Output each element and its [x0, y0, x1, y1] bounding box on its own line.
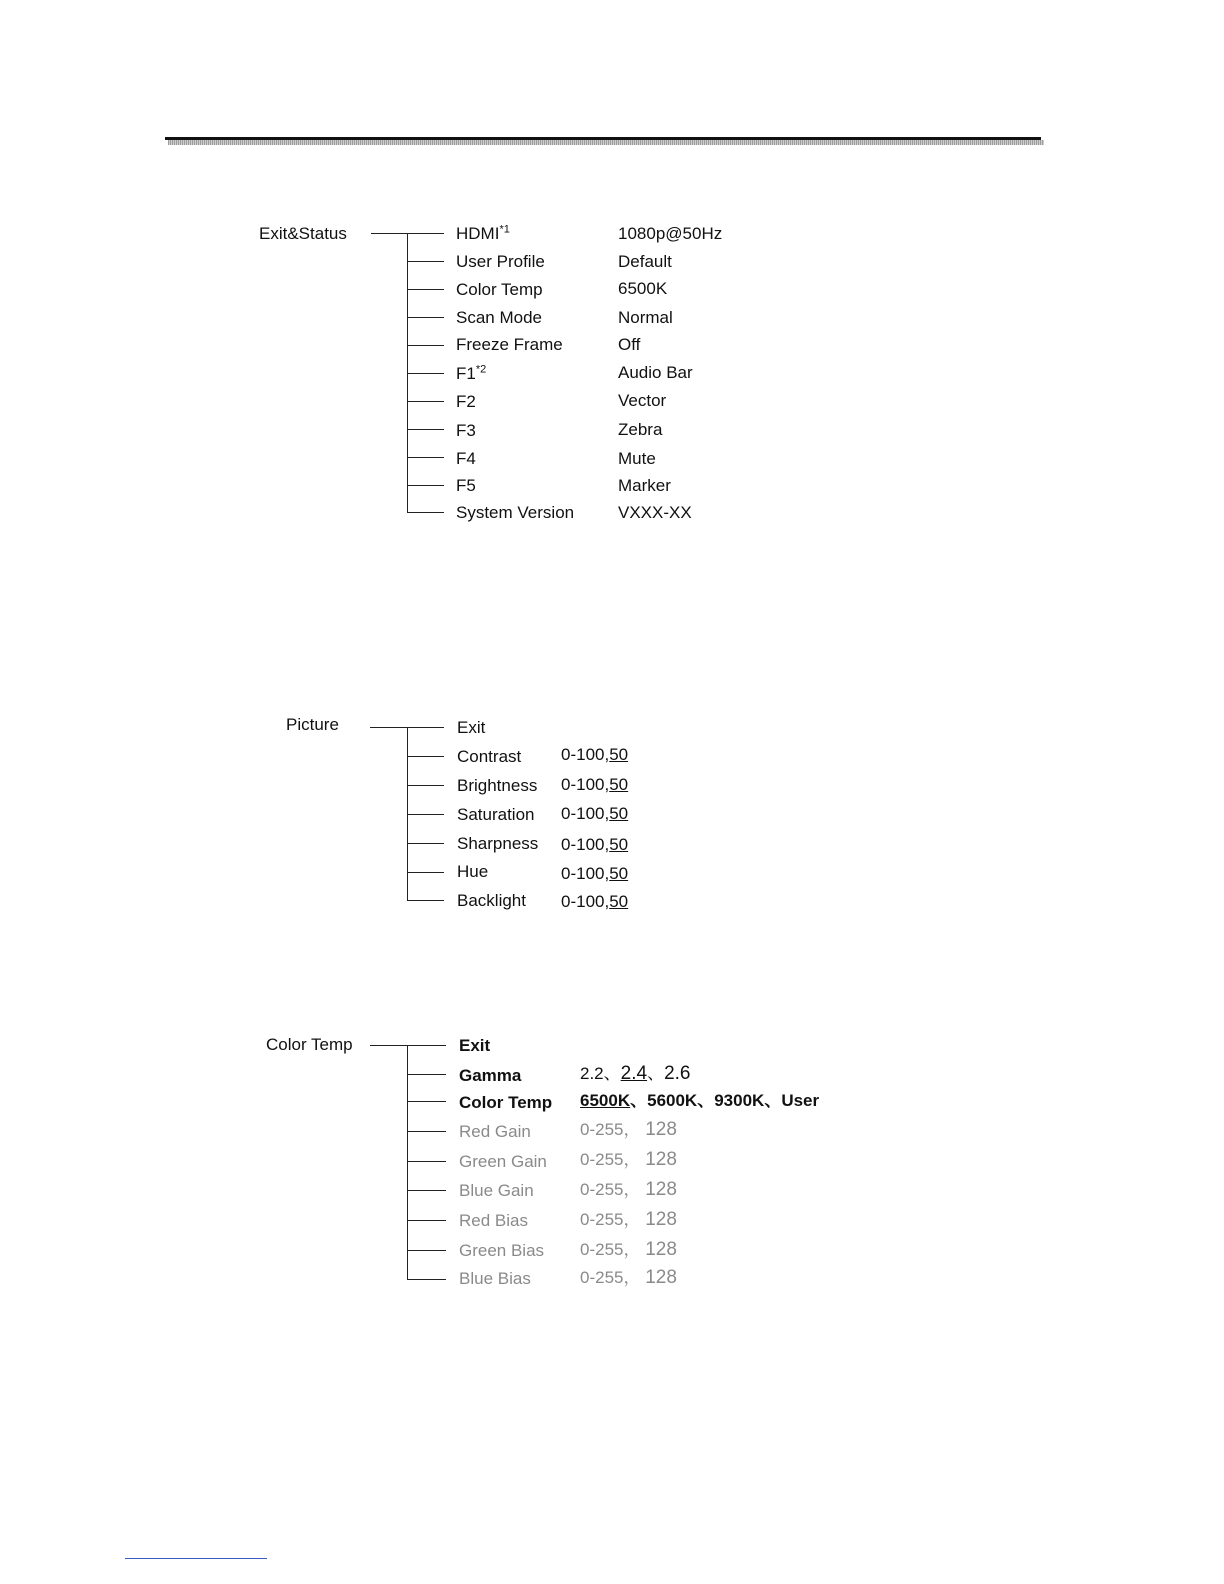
value-default: 128 — [645, 1267, 677, 1288]
item-saturation: Saturation — [457, 805, 535, 824]
footnote-rule — [125, 1558, 267, 1559]
item-value — [580, 1120, 677, 1140]
branch — [407, 317, 444, 318]
tree-trunk — [407, 1045, 408, 1280]
item-exit: Exit — [457, 718, 486, 737]
option: 2.2 — [580, 1064, 604, 1083]
root-exit-status: Exit&Status — [259, 224, 347, 243]
branch — [407, 1220, 446, 1221]
item-contrast: Contrast — [457, 747, 522, 766]
value-range: 0-100, — [561, 892, 610, 911]
root-color-temp: Color Temp — [266, 1035, 353, 1054]
branch — [407, 1131, 446, 1132]
value-default: 50 — [609, 745, 629, 764]
branch — [407, 345, 444, 346]
option-default: 6500K — [580, 1091, 631, 1110]
item-exit: Exit — [459, 1036, 491, 1055]
value-range: 0-255， — [580, 1268, 641, 1287]
value-default: 50 — [609, 892, 629, 911]
item-value — [561, 892, 628, 912]
gamma-options — [580, 1064, 690, 1084]
item-value — [580, 1150, 677, 1170]
option: User — [781, 1091, 820, 1110]
item-value: Default — [618, 252, 672, 271]
option-default: 2.4 — [620, 1063, 648, 1084]
value-default: 128 — [645, 1119, 677, 1140]
branch — [407, 785, 444, 786]
branch — [407, 1279, 446, 1280]
item-blue-gain: Blue Gain — [459, 1181, 534, 1200]
separator: 、 — [697, 1091, 715, 1110]
item-red-bias: Red Bias — [459, 1211, 528, 1230]
option: 2.6 — [664, 1063, 691, 1084]
item-value — [580, 1268, 677, 1288]
item-value: Normal — [618, 308, 673, 327]
item-red-gain: Red Gain — [459, 1122, 531, 1141]
item-f3: F3 — [456, 421, 476, 440]
value-range: 0-255， — [580, 1240, 641, 1259]
branch — [407, 1250, 446, 1251]
option: 9300K — [714, 1091, 765, 1110]
value-default: 50 — [609, 835, 629, 854]
branch — [407, 1101, 446, 1102]
value-default: 50 — [609, 804, 629, 823]
item-value: 6500K — [618, 279, 668, 298]
item-value — [580, 1210, 677, 1230]
branch — [407, 843, 444, 844]
branch — [407, 261, 444, 262]
item-value: Audio Bar — [618, 363, 693, 382]
root-picture: Picture — [286, 715, 339, 734]
item-value: Zebra — [618, 420, 663, 439]
branch — [407, 900, 444, 901]
item-freeze-frame: Freeze Frame — [456, 335, 563, 354]
branch — [407, 1190, 446, 1191]
item-value — [561, 745, 628, 765]
separator: 、 — [630, 1091, 648, 1110]
footnote-mark: *2 — [475, 363, 487, 376]
item-hue: Hue — [457, 862, 489, 881]
item-value — [561, 835, 628, 855]
item-f4: F4 — [456, 449, 476, 468]
value-default: 128 — [645, 1209, 677, 1230]
branch — [407, 1161, 446, 1162]
option: 5600K — [647, 1091, 698, 1110]
item-backlight: Backlight — [457, 891, 526, 910]
item-value: 1080p@50Hz — [618, 224, 723, 243]
item-blue-bias: Blue Bias — [459, 1269, 531, 1288]
item-value — [561, 775, 628, 795]
item-color-temp: Color Temp — [456, 280, 543, 299]
item-hdmi — [456, 224, 510, 244]
item-f2: F2 — [456, 392, 476, 411]
branch — [407, 512, 444, 513]
item-value: VXXX-XX — [618, 503, 692, 522]
value-default: 50 — [609, 864, 629, 883]
value-default: 128 — [645, 1179, 677, 1200]
separator: 、 — [764, 1091, 782, 1110]
value-range: 0-100, — [561, 775, 610, 794]
item-value: Mute — [618, 449, 656, 468]
item-value — [561, 804, 628, 824]
item-value: Vector — [618, 391, 667, 410]
item-label: HDMI — [456, 224, 500, 243]
value-range: 0-100, — [561, 804, 610, 823]
branch — [407, 1074, 446, 1075]
value-default: 50 — [609, 775, 629, 794]
branch — [407, 429, 444, 430]
item-value — [561, 864, 628, 884]
separator: 、 — [647, 1064, 665, 1083]
value-default: 128 — [645, 1149, 677, 1170]
value-range: 0-255， — [580, 1210, 641, 1229]
item-sharpness: Sharpness — [457, 834, 539, 853]
branch — [407, 814, 444, 815]
item-value: Off — [618, 335, 641, 354]
item-value: Marker — [618, 476, 671, 495]
header-rule-shadow — [168, 140, 1044, 145]
item-f5: F5 — [456, 476, 476, 495]
branch — [407, 289, 444, 290]
value-range: 0-255， — [580, 1150, 641, 1169]
item-user-profile: User Profile — [456, 252, 545, 271]
item-system-version: System Version — [456, 503, 575, 522]
value-range: 0-100, — [561, 745, 610, 764]
item-green-bias: Green Bias — [459, 1241, 545, 1260]
item-brightness: Brightness — [457, 776, 538, 795]
branch — [407, 756, 444, 757]
branch — [407, 457, 444, 458]
value-range: 0-255， — [580, 1180, 641, 1199]
value-default: 128 — [645, 1239, 677, 1260]
item-gamma: Gamma — [459, 1066, 522, 1085]
branch — [407, 485, 444, 486]
item-value — [580, 1240, 677, 1260]
footnote-mark: *1 — [499, 223, 510, 236]
value-range: 0-100, — [561, 835, 610, 854]
item-color-temp: Color Temp — [459, 1093, 553, 1112]
branch — [407, 872, 444, 873]
item-f1 — [456, 364, 486, 384]
branch — [407, 401, 444, 402]
separator: 、 — [603, 1064, 621, 1083]
color-temp-options — [580, 1091, 819, 1111]
item-label: F1 — [456, 364, 476, 383]
item-green-gain: Green Gain — [459, 1152, 547, 1171]
value-range: 0-100, — [561, 864, 610, 883]
item-scan-mode: Scan Mode — [456, 308, 542, 327]
item-value — [580, 1180, 677, 1200]
branch — [407, 373, 444, 374]
value-range: 0-255， — [580, 1120, 641, 1139]
